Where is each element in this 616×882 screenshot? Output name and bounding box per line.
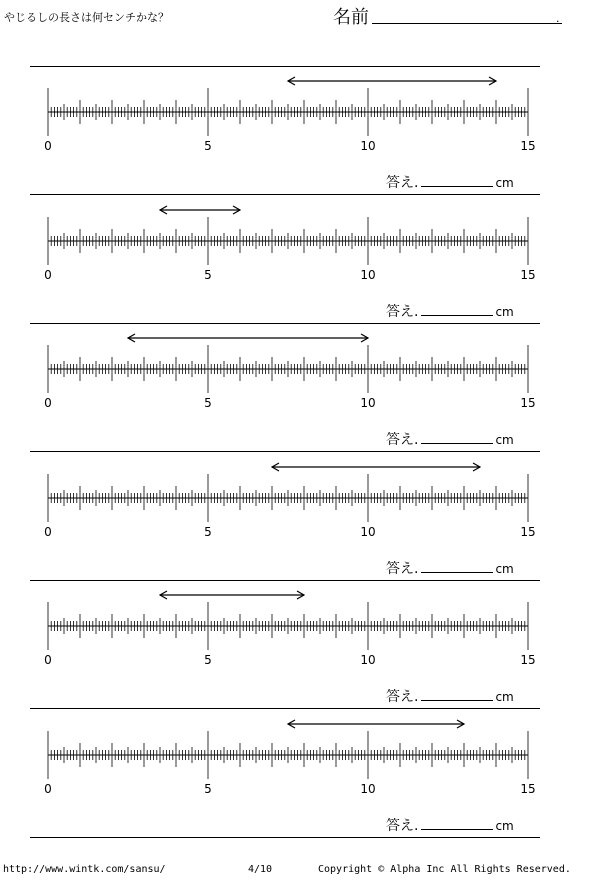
ruler-label-0: 0 [44,267,52,282]
ruler-figure [0,709,616,837]
answer-row [386,429,514,449]
ruler-label-10: 10 [360,524,376,539]
answer-row [386,686,514,706]
answer-row [386,815,514,835]
footer-page-number: 4/10 [248,864,273,875]
answer-label: 答え. [386,432,419,449]
measure-arrow [272,463,480,471]
answer-label: 答え. [386,303,419,320]
measure-arrow [160,591,304,599]
ruler-figure [0,452,616,580]
answer-unit: cm [495,819,514,833]
footer-url: http://www.wintk.com/sansu/ [3,864,166,875]
ruler-figure [0,580,616,708]
ruler-label-5: 5 [204,267,212,282]
ruler-label-0: 0 [44,653,52,668]
ruler-label-10: 10 [360,267,376,282]
answer-label: 答え. [386,818,419,834]
name-label: 名前 [333,7,369,28]
answer-label: 答え. [386,175,419,191]
ruler-figure [0,66,616,194]
separator-rule [30,837,540,838]
answer-blank[interactable] [421,817,493,830]
answer-unit: cm [495,176,514,190]
ruler-label-5: 5 [204,396,212,411]
ruler-figure [0,195,616,323]
answer-blank[interactable] [421,303,493,316]
answer-blank[interactable] [421,174,493,187]
problem-2 [0,195,616,323]
problem-4 [0,452,616,580]
measure-arrow [288,720,464,728]
answer-blank[interactable] [421,688,493,701]
footer-copyright: Copyright © Alpha Inc All Rights Reserved. [318,864,571,875]
answer-blank[interactable] [421,431,493,444]
ruler-label-0: 0 [44,782,52,796]
ruler-label-15: 15 [520,782,536,796]
ruler-label-15: 15 [520,653,536,668]
ruler-figure [0,323,616,451]
measure-arrow [160,206,240,214]
problem-1 [0,66,616,194]
name-dot: . [556,12,560,25]
problem-6 [0,709,616,837]
ruler-label-5: 5 [204,782,212,796]
ruler-label-15: 15 [520,139,536,153]
ruler-label-5: 5 [204,139,212,153]
ruler-label-0: 0 [44,396,52,411]
measure-arrow [128,334,368,342]
answer-label: 答え. [386,689,419,706]
ruler-label-15: 15 [520,524,536,539]
answer-row [386,558,514,578]
ruler-label-15: 15 [520,396,536,411]
ruler-label-10: 10 [360,139,376,153]
ruler-label-10: 10 [360,653,376,668]
answer-unit: cm [495,433,514,448]
answer-row [386,172,514,192]
ruler-label-5: 5 [204,653,212,668]
ruler-label-0: 0 [44,139,52,153]
answer-unit: cm [495,561,514,576]
problem-5 [0,580,616,708]
ruler-label-15: 15 [520,267,536,282]
answer-label: 答え. [386,560,419,577]
name-field-line[interactable] [372,23,562,24]
worksheet-title: やじるしの長さは何センチかな？ [4,11,169,24]
ruler-label-0: 0 [44,524,52,539]
ruler-label-5: 5 [204,524,212,539]
answer-unit: cm [495,304,514,319]
answer-blank[interactable] [421,560,493,573]
problem-3 [0,323,616,451]
answer-row [386,301,514,321]
measure-arrow [288,77,496,85]
answer-unit: cm [495,690,514,705]
ruler-label-10: 10 [360,396,376,411]
ruler-label-10: 10 [360,782,376,796]
